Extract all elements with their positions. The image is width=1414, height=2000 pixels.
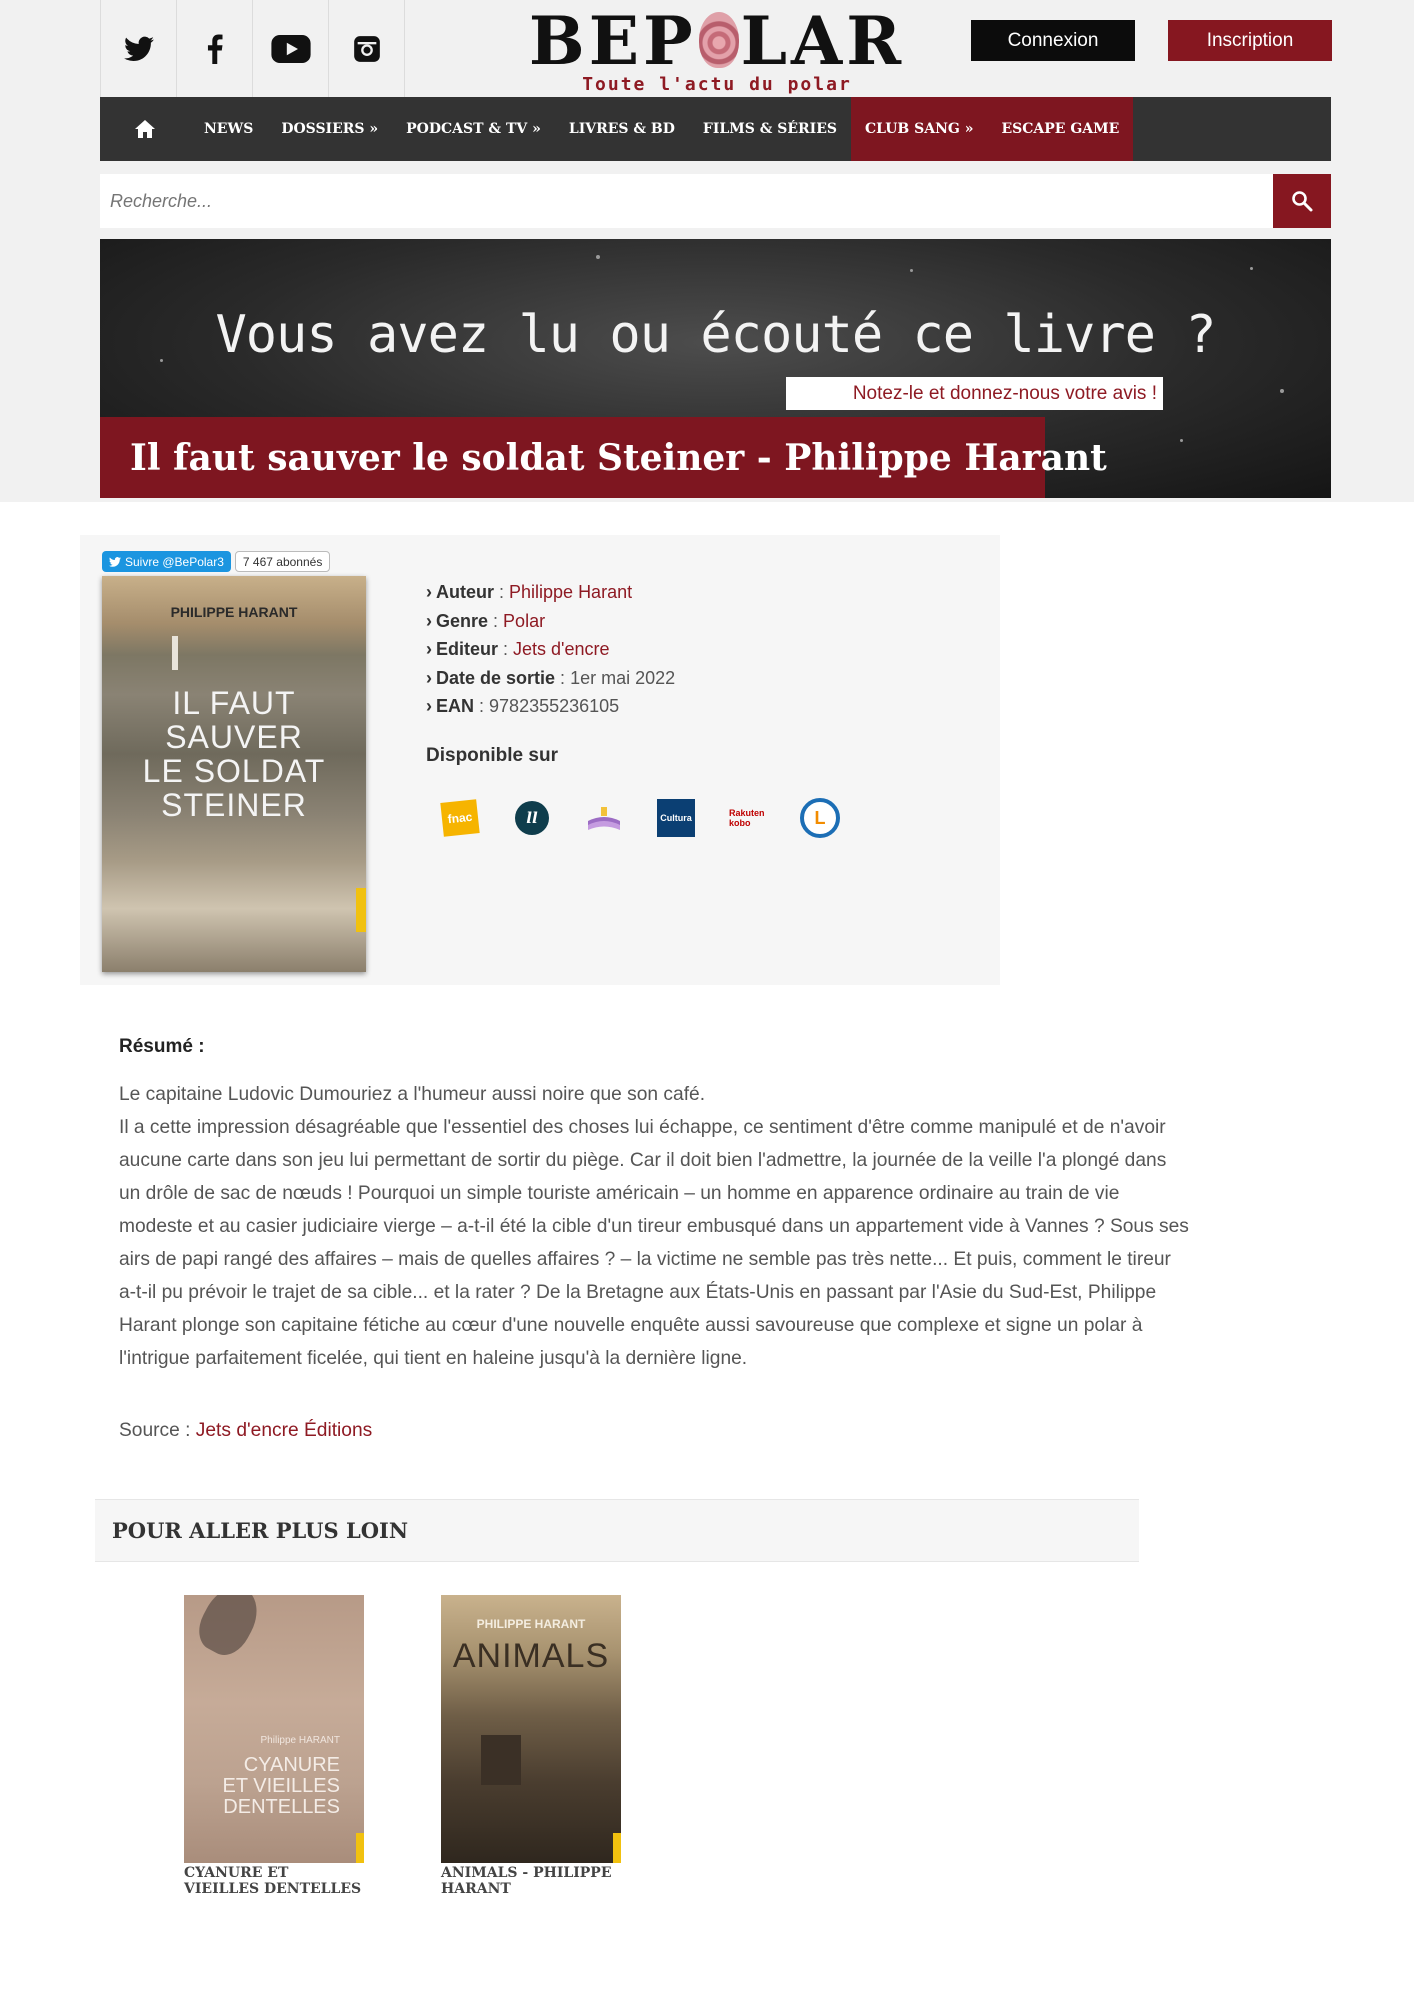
chevron-right-icon: › bbox=[426, 667, 432, 688]
book-metadata bbox=[426, 578, 675, 721]
cover-title-line: CYANURE bbox=[243, 1754, 340, 1776]
fingerprint-icon bbox=[699, 12, 739, 68]
cultura-logo: Cultura bbox=[657, 799, 695, 837]
nav-club-sang[interactable]: CLUB SANG » bbox=[851, 97, 988, 161]
nav-escape-game[interactable]: ESCAPE GAME bbox=[987, 97, 1133, 161]
nav-news[interactable]: NEWS bbox=[204, 121, 254, 137]
cover-shadow bbox=[190, 1595, 267, 1663]
cover-chapel bbox=[481, 1735, 521, 1785]
twitter-follow-button[interactable] bbox=[102, 551, 231, 572]
meta-ean: › EAN : 9782355236105 bbox=[426, 696, 620, 716]
nav-livres-bd[interactable]: LIVRES & BD bbox=[568, 121, 675, 137]
review-cta-link[interactable]: Notez-le et donnez-nous votre avis ! bbox=[786, 377, 1163, 410]
main-nav bbox=[100, 97, 1331, 161]
search-input[interactable] bbox=[100, 174, 1270, 228]
source-label: Source : bbox=[119, 1420, 196, 1441]
cover-title-line: IL FAUT bbox=[172, 685, 296, 721]
availability-heading: Disponible sur bbox=[426, 745, 558, 766]
twitter-follower-count: 7 467 abonnés bbox=[235, 551, 330, 572]
chevron-right-icon: › bbox=[426, 582, 432, 602]
kobo-logo: Rakuten kobo bbox=[729, 808, 765, 828]
logo-text-right: LAR bbox=[740, 2, 906, 80]
release-date: 1er mai 2022 bbox=[570, 667, 676, 688]
meta-label: Editeur bbox=[436, 639, 499, 659]
social-links bbox=[100, 0, 405, 97]
resume-paragraph: Il a cette impression désagréable que l'essentiel des choses lui échappe, ce sentiment d'être comme manipulé et de n'avoir aucune carte dans son jeu lui permettant de sortir du piège. Car il doit bien l'admettre, la journée de la veille l'a plongé dans un drôle de sac de nœuds ! Pourquoi un simple touriste américain – un homme en apparence ordinaire au train de vie modeste et au casier judiciaire vierge – a-t-il été la cible d'un tireur embusqué dans un appartement vide à Vannes ? Sous ses airs de papi rangé des affaires – mais de quelles affaires ? – la victime ne semble pas très nette... Et puis, comment le tireur a-t-il pu prévoir le trajet de sa cible... et la rater ? De la Bretagne aux États-Unis en passant par l'Asie du Sud-Est, Philippe Harant plonge son capitaine fétiche au cœur d'une nouvelle enquête aussi savoureuse que complexe et signe un polar à l'intrigue parfaitement ficelée, qui tient en haleine jusqu'à la dernière ligne. bbox=[119, 1117, 1189, 1369]
page-title: Il faut sauver le soldat Steiner - Philippe Harant bbox=[100, 417, 1045, 498]
rakuten-kobo-store-icon[interactable] bbox=[728, 798, 768, 838]
banner-question: Vous avez lu ou écouté ce livre ? bbox=[215, 305, 1216, 365]
publisher-spine-mark bbox=[356, 1833, 364, 1863]
banner-speck bbox=[1280, 389, 1284, 393]
cover-title bbox=[102, 686, 366, 822]
book-cover[interactable] bbox=[102, 576, 366, 972]
resume-text bbox=[119, 1078, 1189, 1375]
site-logo[interactable] bbox=[502, 2, 932, 96]
meta-label: Date de sortie bbox=[436, 667, 556, 688]
publisher-spine-mark bbox=[356, 888, 366, 932]
twitter-icon bbox=[109, 557, 121, 567]
source-line bbox=[119, 1420, 372, 1442]
cover-author: Philippe HARANT bbox=[260, 1735, 340, 1746]
leslibraires-logo: ll bbox=[515, 801, 549, 835]
chevron-right-icon: › bbox=[426, 639, 432, 659]
banner-speck bbox=[596, 255, 600, 259]
meta-editeur: › Editeur : Jets d'encre bbox=[426, 639, 610, 659]
store-links bbox=[440, 798, 840, 838]
book-icon bbox=[586, 803, 622, 833]
meta-date: › Date de sortie : 1er mai 2022 bbox=[426, 667, 676, 688]
home-icon[interactable] bbox=[100, 97, 190, 161]
cover-title-line: SAUVER bbox=[165, 719, 303, 755]
author-link[interactable]: Philippe Harant bbox=[509, 582, 633, 602]
banner-speck bbox=[1250, 267, 1253, 270]
publisher-link[interactable]: Jets d'encre bbox=[513, 639, 610, 659]
meta-genre: › Genre : Polar bbox=[426, 610, 546, 631]
further-reading-header bbox=[95, 1499, 1139, 1562]
source-link[interactable]: Jets d'encre Éditions bbox=[195, 1420, 373, 1441]
instagram-icon[interactable] bbox=[328, 0, 405, 97]
cover-author: PHILIPPE HARANT bbox=[476, 1617, 586, 1631]
signup-button[interactable]: Inscription bbox=[1168, 20, 1332, 61]
genre-link[interactable]: Polar bbox=[503, 610, 546, 631]
placedeslibraires-store-icon[interactable] bbox=[584, 798, 624, 838]
chevron-right-icon: › bbox=[426, 610, 432, 631]
leclerc-store-icon[interactable] bbox=[800, 798, 840, 838]
resume-paragraph: Le capitaine Ludovic Dumouriez a l'humeur aussi noire que son café. bbox=[119, 1084, 706, 1105]
nav-podcast-tv[interactable]: PODCAST & TV » bbox=[406, 121, 541, 137]
fnac-store-icon[interactable] bbox=[440, 798, 480, 838]
related-book-cover bbox=[441, 1595, 621, 1863]
logo-text-left: BEP bbox=[528, 2, 697, 80]
login-button[interactable]: Connexion bbox=[971, 20, 1135, 61]
facebook-icon[interactable] bbox=[176, 0, 252, 97]
fnac-logo: fnac bbox=[440, 799, 479, 837]
nav-films-series[interactable]: FILMS & SÉRIES bbox=[702, 121, 837, 137]
banner-speck bbox=[1180, 439, 1183, 442]
twitter-follow-widget bbox=[102, 551, 330, 572]
publisher-spine-mark bbox=[613, 1833, 621, 1863]
meta-label: Genre bbox=[436, 610, 489, 631]
leslibraires-store-icon[interactable] bbox=[512, 798, 552, 838]
search-bar bbox=[100, 174, 1331, 228]
cultura-store-icon[interactable] bbox=[656, 798, 696, 838]
related-book-cover bbox=[184, 1595, 364, 1863]
site-tagline: Toute l'actu du polar bbox=[582, 74, 852, 95]
cover-title-line: LE SOLDAT bbox=[142, 753, 326, 789]
search-button[interactable] bbox=[1273, 174, 1331, 228]
search-icon bbox=[1290, 189, 1314, 213]
related-book-card[interactable] bbox=[441, 1595, 621, 1897]
related-book-card[interactable] bbox=[184, 1595, 364, 1897]
lighthouse bbox=[172, 636, 178, 670]
chevron-right-icon: › bbox=[426, 696, 432, 716]
meta-label: Auteur bbox=[436, 582, 494, 602]
ean-value: 9782355236105 bbox=[489, 696, 620, 716]
meta-label: EAN bbox=[436, 696, 475, 716]
twitter-icon[interactable] bbox=[100, 0, 176, 97]
resume-heading: Résumé : bbox=[119, 1036, 205, 1057]
leclerc-logo: L bbox=[800, 798, 840, 838]
cover-title-line: STEINER bbox=[161, 787, 307, 823]
banner-speck bbox=[910, 269, 913, 272]
review-banner bbox=[100, 239, 1331, 498]
cover-title-line: DENTELLES bbox=[223, 1796, 340, 1818]
cover-title: ANIMALS bbox=[452, 1637, 610, 1675]
nav-dossiers[interactable]: DOSSIERS » bbox=[281, 121, 379, 137]
cover-title-line: ET VIEILLES bbox=[222, 1775, 340, 1797]
cover-author: PHILIPPE HARANT bbox=[170, 604, 298, 620]
further-reading-heading: POUR ALLER PLUS LOIN bbox=[112, 1518, 409, 1543]
twitter-follow-label: Suivre @BePolar3 bbox=[125, 554, 224, 569]
related-book-title: CYANURE ET VIEILLES DENTELLES bbox=[184, 1865, 362, 1897]
related-book-title: ANIMALS - PHILIPPE HARANT bbox=[441, 1865, 612, 1897]
meta-auteur: › Auteur : Philippe Harant bbox=[426, 582, 633, 602]
cover-title bbox=[223, 1755, 340, 1818]
youtube-icon[interactable] bbox=[252, 0, 328, 97]
